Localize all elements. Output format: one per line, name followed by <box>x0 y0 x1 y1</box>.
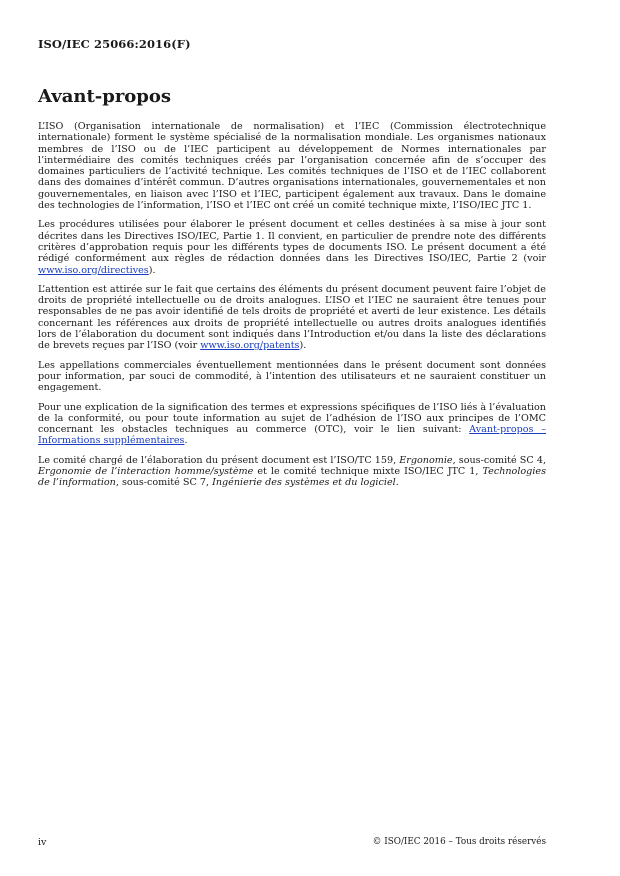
page-title: Avant-propos <box>38 86 172 107</box>
paragraph-committee <box>38 455 546 489</box>
directives-link[interactable]: www.iso.org/directives <box>38 264 149 276</box>
paragraph-text: Pour une explication de la signification des termes et expressions spécifiques de l’ISO liés à l’évaluation de la conformité, ou pour toute information au sujet de l’adhésion de l’ISO aux principes de l’OMC concernant les obstacles techniques au commerce (OTC), voir le lien suivant: <box>38 401 546 436</box>
page-number: iv <box>38 837 47 848</box>
committee-text-5: . <box>395 477 399 489</box>
paragraph-tail: . <box>184 435 188 447</box>
paragraph-iso-iec: L’ISO (Organisation internationale de normalisation) et l’IEC (Commission électrotechnique internationale) forment le système spécialisé de la normalisation mondiale. Les organismes nationaux membres de l’ISO ou de l’IEC participent au développement de Normes internationales par l’intermédiaire des comités techniques créés par l’organisation concernée afin de s’occuper des domaines particuliers de l’activité technique. Les comités techniques de l’ISO et de l’IEC collaborent dans des domaines d’intérêt commun. D’autres organisations internationales, gouvernementales et non gouvernementales, en liaison avec l’ISO et l’IEC, participent également aux travaux. Dans le domaine des technologies de l’information, l’ISO et l’IEC ont créé un comité technique mixte, l’ISO/IEC JTC 1. <box>38 121 546 212</box>
paragraph-patents <box>38 284 546 352</box>
paragraph-procedures <box>38 219 546 275</box>
paragraph-tail: ). <box>299 340 307 352</box>
patents-link[interactable]: www.iso.org/patents <box>200 340 300 352</box>
paragraph-conformity <box>38 402 546 447</box>
paragraph-text: L’attention est attirée sur le fait que certains des éléments du présent document peuvent faire l’objet de droits de propriété intellectuelle ou de droits analogues. L’ISO et l’IEC ne sauraient être tenues pour responsables de ne pas avoir identifié de tels droits de propriété et averti de leur existence. Les détails concernant les références aux droits de propriété intellectuelle ou autres droits analogues identifiés lors de l’élaboration du document sont indiqués dans l’Introduction et/ou dans la liste des déclarations de brevets reçues par l’ISO (voir <box>38 283 546 352</box>
committee-text-4: , sous-comité SC 7, <box>115 477 213 489</box>
committee-text-2: , sous-comité SC 4, <box>452 454 546 466</box>
committee-text-3: et le comité technique mixte ISO/IEC JTC 1, <box>253 466 483 478</box>
committee-hsi: Ergonomie de l’interaction homme/système <box>38 466 254 478</box>
paragraph-text: Les procédures utilisées pour élaborer le présent document et celles destinées à sa mise à jour sont décrites dans les Directives ISO/IEC, Partie 1. Il convient, en particulier de prendre note des différents critères d’approbation requis pour les différents types de documents ISO. Le présent document a été rédigé conformément aux règles de rédaction données dans les Directives ISO/IEC, Partie 2 (voir <box>38 219 546 265</box>
document-id: ISO/IEC 25066:2016(F) <box>38 37 191 51</box>
foreword-body <box>38 121 546 497</box>
supplementary-info-link[interactable]: Avant-propos – Informations supplémentaires <box>38 424 546 447</box>
committee-se: Ingénierie des systèmes et du logiciel <box>212 477 396 489</box>
committee-text-1: Le comité chargé de l’élaboration du présent document est l’ISO/TC 159, <box>38 454 400 466</box>
paragraph-trade-names: Les appellations commerciales éventuellement mentionnées dans le présent document sont données pour information, par souci de commodité, à l’intention des utilisateurs et ne sauraient constituer un engagement. <box>38 359 546 394</box>
paragraph-tail: ). <box>148 264 156 276</box>
copyright-notice: © ISO/IEC 2016 – Tous droits réservés <box>372 837 546 847</box>
committee-ergonomics: Ergonomie <box>399 454 453 466</box>
committee-it: Technologies de l’information <box>38 466 546 489</box>
